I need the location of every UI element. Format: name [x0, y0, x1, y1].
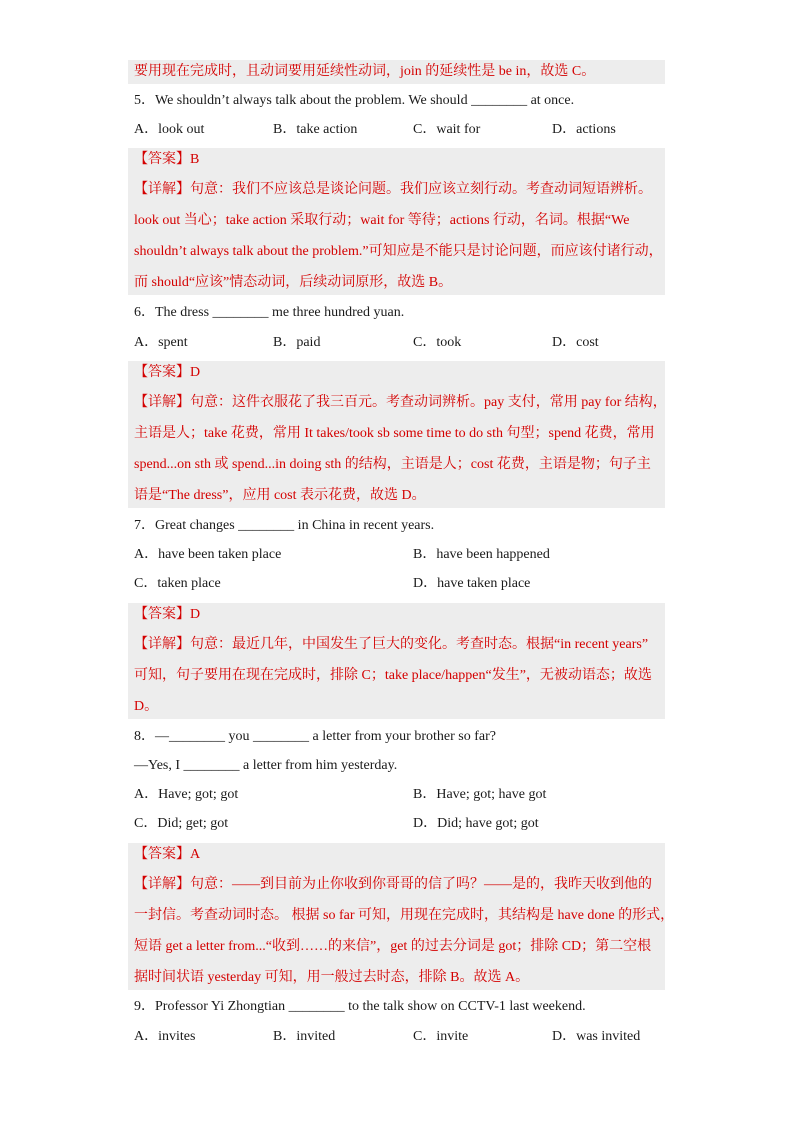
answer-label: 【答案】B: [134, 152, 200, 167]
answer-detail-line: 【详解】句意：最近几年，中国发生了巨大的变化。考查时态。根据“in recent years”: [134, 637, 649, 652]
option-a: A．look out: [134, 122, 205, 137]
option-d: D．actions: [552, 122, 616, 137]
answer-detail-line: spend...on sth 或 spend...in doing sth 的结构，主语是人；cost 花费，主语是物；句子主: [134, 457, 651, 472]
answer-detail-line: 可知，句子要用在现在完成时，排除 C；take place/happen“发生”，无被动语态；故选: [134, 668, 652, 683]
question-stem: 8．—________ you ________ a letter from your brother so far?: [134, 729, 496, 744]
question-stem: 9．Professor Yi Zhongtian ________ to the talk show on CCTV-1 last weekend.: [134, 999, 586, 1014]
answer-detail-line: 短语 get a letter from...“收到……的来信”，get 的过去分词是 got；排除 CD；第二空根: [134, 939, 652, 954]
option-c: C．invite: [413, 1029, 469, 1044]
answer-detail-line: 【详解】句意：——到目前为止你收到你哥哥的信了吗？——是的，我昨天收到他的: [134, 877, 652, 892]
answer-label: 【答案】D: [134, 607, 201, 622]
answer-detail-line: 主语是人；take 花费，常用 It takes/took sb some time to do sth 句型；spend 花费，常用: [134, 426, 655, 441]
answer-detail-line: look out 当心；take action 采取行动；wait for 等待；actions 行动，名词。根据“We: [134, 213, 630, 228]
answer-detail-line: 【详解】句意：我们不应该总是谈论问题。我们应该立刻行动。考查动词短语辨析。: [134, 182, 652, 197]
answer-detail-line: 而 should“应该”情态动词，后续动词原形，故选 B。: [134, 275, 453, 290]
answer-detail-line: 要用现在完成时，且动词要用延续性动词，join 的延续性是 be in，故选 C。: [134, 64, 596, 79]
option-b: B．paid: [273, 335, 321, 350]
answer-label: 【答案】D: [134, 365, 201, 380]
question-stem-reply: —Yes, I ________ a letter from him yesterday.: [134, 758, 398, 773]
option-b: B．take action: [273, 122, 358, 137]
answer-detail-line: 一封信。考查动词时态。 根据 so far 可知，用现在完成时，其结构是 have done 的形式，: [134, 908, 675, 923]
answer-block: [128, 603, 665, 719]
option-b: B．have been happened: [413, 547, 550, 562]
option-a: A．have been taken place: [134, 547, 282, 562]
option-c: C．Did; get; got: [134, 816, 229, 831]
option-d: D．cost: [552, 335, 599, 350]
option-a: A．spent: [134, 335, 188, 350]
answer-label: 【答案】A: [134, 847, 201, 862]
answer-detail-line: D。: [134, 699, 159, 714]
option-c: C．taken place: [134, 576, 221, 591]
option-c: C．took: [413, 335, 462, 350]
option-a: A．Have; got; got: [134, 787, 239, 802]
option-c: C．wait for: [413, 122, 481, 137]
option-b: B．Have; got; have got: [413, 787, 547, 802]
question-stem: 7．Great changes ________ in China in recent years.: [134, 518, 435, 533]
option-d: D．was invited: [552, 1029, 641, 1044]
option-d: D．have taken place: [413, 576, 531, 591]
option-b: B．invited: [273, 1029, 336, 1044]
question-stem: 6．The dress ________ me three hundred yuan.: [134, 305, 405, 320]
answer-detail-line: 语是“The dress”，应用 cost 表示花费，故选 D。: [134, 488, 426, 503]
option-d: D．Did; have got; got: [413, 816, 539, 831]
answer-detail-line: 据时间状语 yesterday 可知，用一般过去时态，排除 B。故选 A。: [134, 970, 530, 985]
question-stem: 5．We shouldn’t always talk about the problem. We should ________ at once.: [134, 93, 575, 108]
answer-detail-line: 【详解】句意：这件衣服花了我三百元。考查动词辨析。pay 支付，常用 pay for 结构，: [134, 395, 667, 410]
option-a: A．invites: [134, 1029, 196, 1044]
answer-detail-line: shouldn’t always talk about the problem.”可知应是不能只是讨论问题，而应该付诸行动，: [134, 244, 663, 259]
